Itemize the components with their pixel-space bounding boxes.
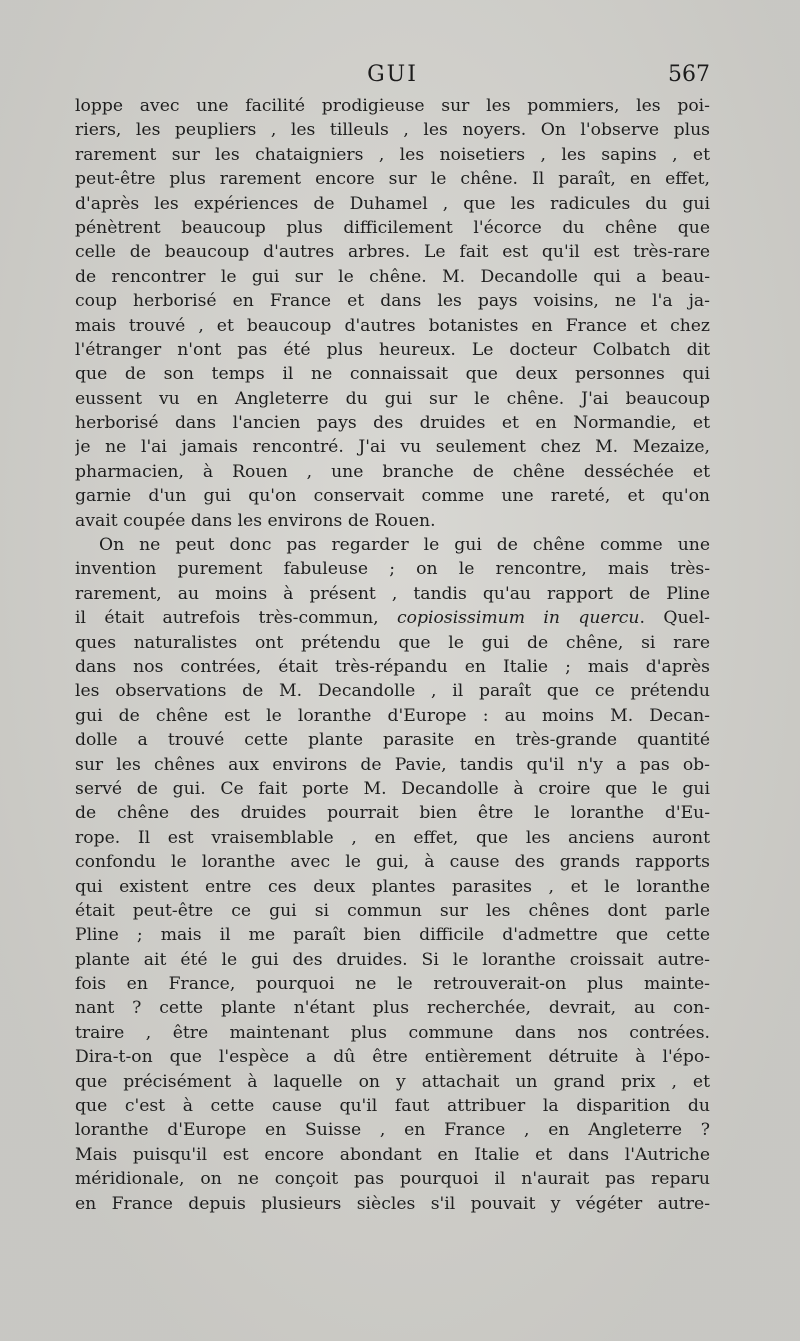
text-line: Mais puisqu'il est encore abondant en Italie et dans l'Autriche [75,1144,710,1165]
text-line: de chêne des druides pourrait bien être le loranthe d'Eu- [75,803,710,824]
text-line: sur les chênes aux environs de Pavie, tandis qu'il n'y a pas ob- [75,754,710,775]
text-line: traire , être maintenant plus commune dans nos contrées. [75,1022,710,1043]
text-line: loranthe d'Europe en Suisse , en France , en Angleterre ? [75,1120,710,1141]
text-line: de rencontrer le gui sur le chêne. M. Decandolle qui a beau- [75,266,710,287]
running-head [75,62,710,92]
text-line: Dira-t-on que l'espèce a dû être entièrement détruite à l'épo- [75,1047,710,1068]
body-text [75,94,710,1216]
text-line: invention purement fabuleuse ; on le rencontre, mais très- [75,559,710,580]
text-line: que précisément à laquelle on y attachait un grand prix , et [75,1071,710,1092]
text-line: je ne l'ai jamais rencontré. J'ai vu seulement chez M. Mezaize, [75,437,710,458]
running-title: GUI [367,62,418,87]
text-line: eussent vu en Angleterre du gui sur le chêne. J'ai beaucoup [75,388,710,409]
text-line: confondu le loranthe avec le gui, à cause des grands rapports [75,852,710,873]
text-line: que de son temps il ne connaissait que deux personnes qui [75,364,710,385]
text-line: rarement, au moins à présent , tandis qu'au rapport de Pline [75,583,710,604]
text-line: que c'est à cette cause qu'il faut attribuer la disparition du [75,1096,710,1117]
text-line: qui existent entre ces deux plantes parasites , et le loranthe [75,876,710,897]
text-line: loppe avec une facilité prodigieuse sur les pommiers, les poi- [75,96,710,116]
text-line: On ne peut donc pas regarder le gui de chêne comme une [99,535,710,556]
text-line: d'après les expériences de Duhamel , que les radicules du gui [75,193,710,214]
text-line: ques naturalistes ont prétendu que le gui de chêne, si rare [75,632,710,653]
text-line: herborisé dans l'ancien pays des druides et en Normandie, et [75,413,710,434]
text-line: les observations de M. Decandolle , il paraît que ce prétendu [75,681,710,702]
text-line: celle de beaucoup d'autres arbres. Le fait est qu'il est très-rare [75,242,710,263]
text-line: dolle a trouvé cette plante parasite en très-grande quantité [75,730,710,751]
text-line: garnie d'un gui qu'on conservait comme une rareté, et qu'on [75,486,710,507]
text-line: méridionale, on ne conçoit pas pourquoi il n'aurait pas reparu [75,1169,710,1190]
page-number: 567 [668,62,710,87]
text-line: en France depuis plusieurs siècles s'il pouvait y végéter autre- [75,1193,710,1214]
text-line: nant ? cette plante n'étant plus recherchée, devrait, au con- [75,998,710,1019]
text-line: l'étranger n'ont pas été plus heureux. Le docteur Colbatch dit [75,339,710,360]
text-line: fois en France, pourquoi ne le retrouverait-on plus mainte- [75,974,710,995]
text-line: rarement sur les chataigniers , les noisetiers , les sapins , et [75,144,710,165]
latin-phrase: copiosissimum in quercu [397,608,640,629]
text-line: Pline ; mais il me paraît bien difficile d'admettre que cette [75,925,710,946]
text-line: était peut-être ce gui si commun sur les chênes dont parle [75,900,710,921]
text-line: rope. Il est vraisemblable , en effet, que les anciens auront [75,827,710,848]
text-line: coup herborisé en France et dans les pays voisins, ne l'a ja- [75,291,710,312]
text-line: pénètrent beaucoup plus difficilement l'écorce du chêne que [75,217,710,238]
text-line: pharmacien, à Rouen , une branche de chêne desséchée et [75,461,710,482]
text-line: dans nos contrées, était très-répandu en Italie ; mais d'après [75,656,710,677]
text-line: il était autrefois très-commun, copiosissimum in quercu. Quel- [75,608,710,629]
text-line: riers, les peupliers , les tilleuls , les noyers. On l'observe plus [75,120,710,141]
text-line: servé de gui. Ce fait porte M. Decandolle à croire que le gui [75,778,710,799]
text-line: peut-être plus rarement encore sur le chêne. Il paraît, en effet, [75,169,710,190]
text-line: avait coupée dans les environs de Rouen. [75,510,436,531]
text-line: gui de chêne est le loranthe d'Europe : au moins M. Decan- [75,705,710,726]
text-line: plante ait été le gui des druides. Si le loranthe croissait autre- [75,949,710,970]
text-line: mais trouvé , et beaucoup d'autres botanistes en France et chez [75,315,710,336]
